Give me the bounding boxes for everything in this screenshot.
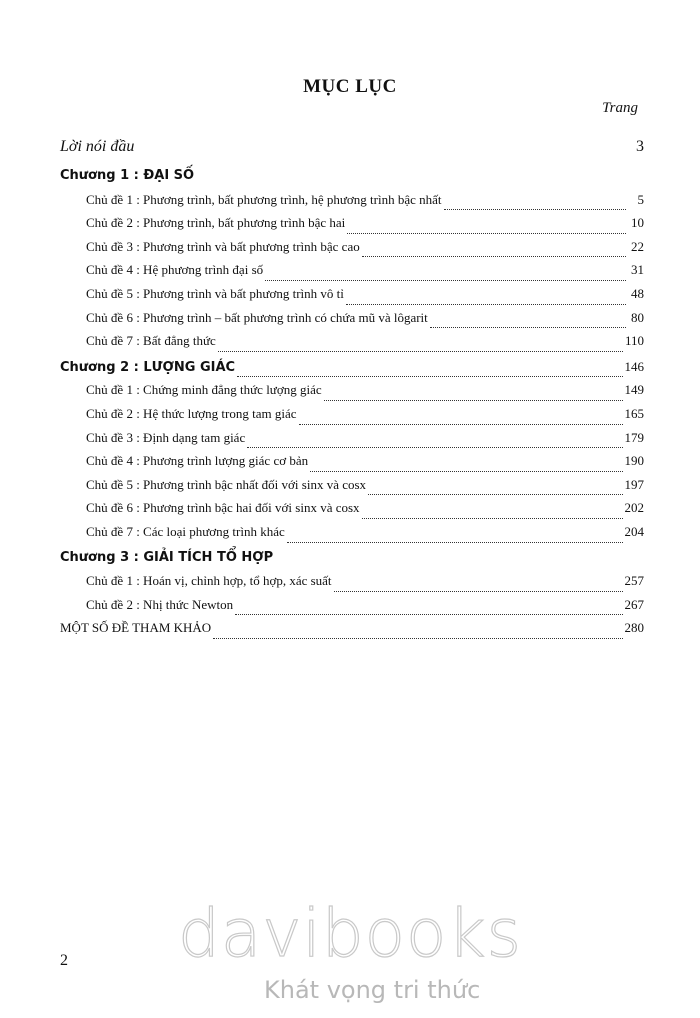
reference-label: MỘT SỐ ĐỀ THAM KHẢO	[60, 620, 212, 636]
toc-chapter-heading	[60, 168, 644, 192]
toc-topic-row	[60, 524, 644, 548]
reference-page: 280	[624, 620, 644, 636]
topic-label: Chủ đề 3 : Định dạng tam giác	[86, 429, 246, 445]
topic-label: Chủ đề 2 : Nhị thức Newton	[86, 596, 234, 612]
toc-topic-row	[60, 500, 644, 524]
dot-leader	[287, 541, 623, 543]
topic-label: Chủ đề 5 : Phương trình bậc nhất đối với sinx và cosx	[86, 476, 367, 492]
topic-page: 110	[624, 333, 644, 349]
topic-page: 22	[631, 238, 644, 254]
dot-leader	[346, 303, 626, 305]
topic-label: Chủ đề 4 : Hệ phương trình đại số	[86, 262, 264, 278]
topic-page: 48	[631, 285, 644, 301]
topic-page: 190	[624, 453, 644, 469]
topic-label: Chủ đề 6 : Phương trình bậc hai đối với sinx và cosx	[86, 500, 360, 516]
toc-reference-row	[60, 620, 644, 644]
dot-leader	[324, 399, 623, 401]
toc-topic-row	[60, 406, 644, 430]
dot-leader	[347, 232, 626, 234]
topic-page: 179	[624, 429, 644, 445]
topic-label: Chủ đề 4 : Phương trình lượng giác cơ bản	[86, 453, 309, 469]
dot-leader	[237, 375, 622, 377]
dot-leader	[444, 208, 626, 210]
topic-page: 5	[637, 191, 644, 207]
footer-page-number: 2	[60, 952, 68, 969]
topic-page: 31	[631, 262, 644, 278]
toc-topic-row	[60, 382, 644, 406]
toc-topic-row	[60, 310, 644, 334]
toc-topic-row	[60, 333, 644, 357]
dot-leader	[218, 350, 623, 352]
watermark-logo: davibooks	[178, 895, 522, 972]
topic-page: 204	[624, 523, 644, 539]
dot-leader	[299, 423, 623, 425]
toc-intro-row	[60, 138, 644, 164]
chapter-page: 146	[624, 358, 644, 374]
chapter-label: Chương 2 : LƯỢNG GIÁC	[60, 359, 236, 375]
topic-label: Chủ đề 2 : Hệ thức lượng trong tam giác	[86, 405, 297, 421]
page-column-label: Trang	[602, 100, 638, 116]
topic-label: Chủ đề 3 : Phương trình và bất phương trình bậc cao	[86, 238, 360, 254]
chapter-label: Chương 3 : GIẢI TÍCH TỔ HỢP	[60, 549, 274, 565]
dot-leader	[334, 590, 623, 592]
topic-label: Chủ đề 7 : Bất đẳng thức	[86, 333, 216, 349]
toc-chapter-heading	[60, 359, 644, 383]
topic-page: 257	[624, 573, 644, 589]
toc-topic-row	[60, 286, 644, 310]
table-of-contents	[60, 138, 644, 644]
topic-label: Chủ đề 1 : Phương trình, bất phương trình, hệ phương trình bậc nhất	[86, 191, 442, 207]
dot-leader	[235, 613, 622, 615]
toc-topic-row	[60, 192, 644, 216]
dot-leader	[310, 470, 622, 472]
dot-leader	[362, 517, 623, 519]
toc-topic-row	[60, 477, 644, 501]
dot-leader	[247, 446, 622, 448]
toc-topic-row	[60, 430, 644, 454]
toc-topic-row	[60, 573, 644, 597]
dot-leader	[362, 255, 626, 257]
toc-intro-page: 3	[636, 138, 644, 155]
toc-topic-row	[60, 239, 644, 263]
topic-label: Chủ đề 2 : Phương trình, bất phương trình bậc hai	[86, 215, 346, 231]
topic-page: 80	[631, 309, 644, 325]
toc-chapter-heading	[60, 550, 644, 574]
topic-page: 197	[624, 476, 644, 492]
toc-intro-label: Lời nói đầu	[60, 138, 135, 155]
topic-label: Chủ đề 1 : Hoán vị, chỉnh hợp, tổ hợp, xác suất	[86, 573, 332, 589]
dot-leader	[265, 279, 626, 281]
topic-page: 202	[624, 500, 644, 516]
topic-page: 165	[624, 405, 644, 421]
toc-topic-row	[60, 262, 644, 286]
toc-topic-row	[60, 453, 644, 477]
toc-topic-row	[60, 597, 644, 621]
topic-label: Chủ đề 5 : Phương trình và bất phương trình vô tỉ	[86, 285, 344, 301]
watermark-tagline: Khát vọng tri thức	[264, 976, 481, 1004]
topic-label: Chủ đề 6 : Phương trình – bất phương trình có chứa mũ và lôgarit	[86, 309, 428, 325]
topic-page: 267	[624, 596, 644, 612]
dot-leader	[213, 637, 622, 639]
topic-page: 149	[624, 382, 644, 398]
dot-leader	[368, 493, 622, 495]
topic-page: 10	[631, 215, 644, 231]
toc-topic-row	[60, 215, 644, 239]
page-title: MỤC LỤC	[303, 76, 397, 97]
chapter-label: Chương 1 : ĐẠI SỐ	[60, 168, 195, 183]
topic-label: Chủ đề 7 : Các loại phương trình khác	[86, 523, 285, 539]
dot-leader	[430, 326, 626, 328]
topic-label: Chủ đề 1 : Chứng minh đẳng thức lượng giác	[86, 382, 322, 398]
